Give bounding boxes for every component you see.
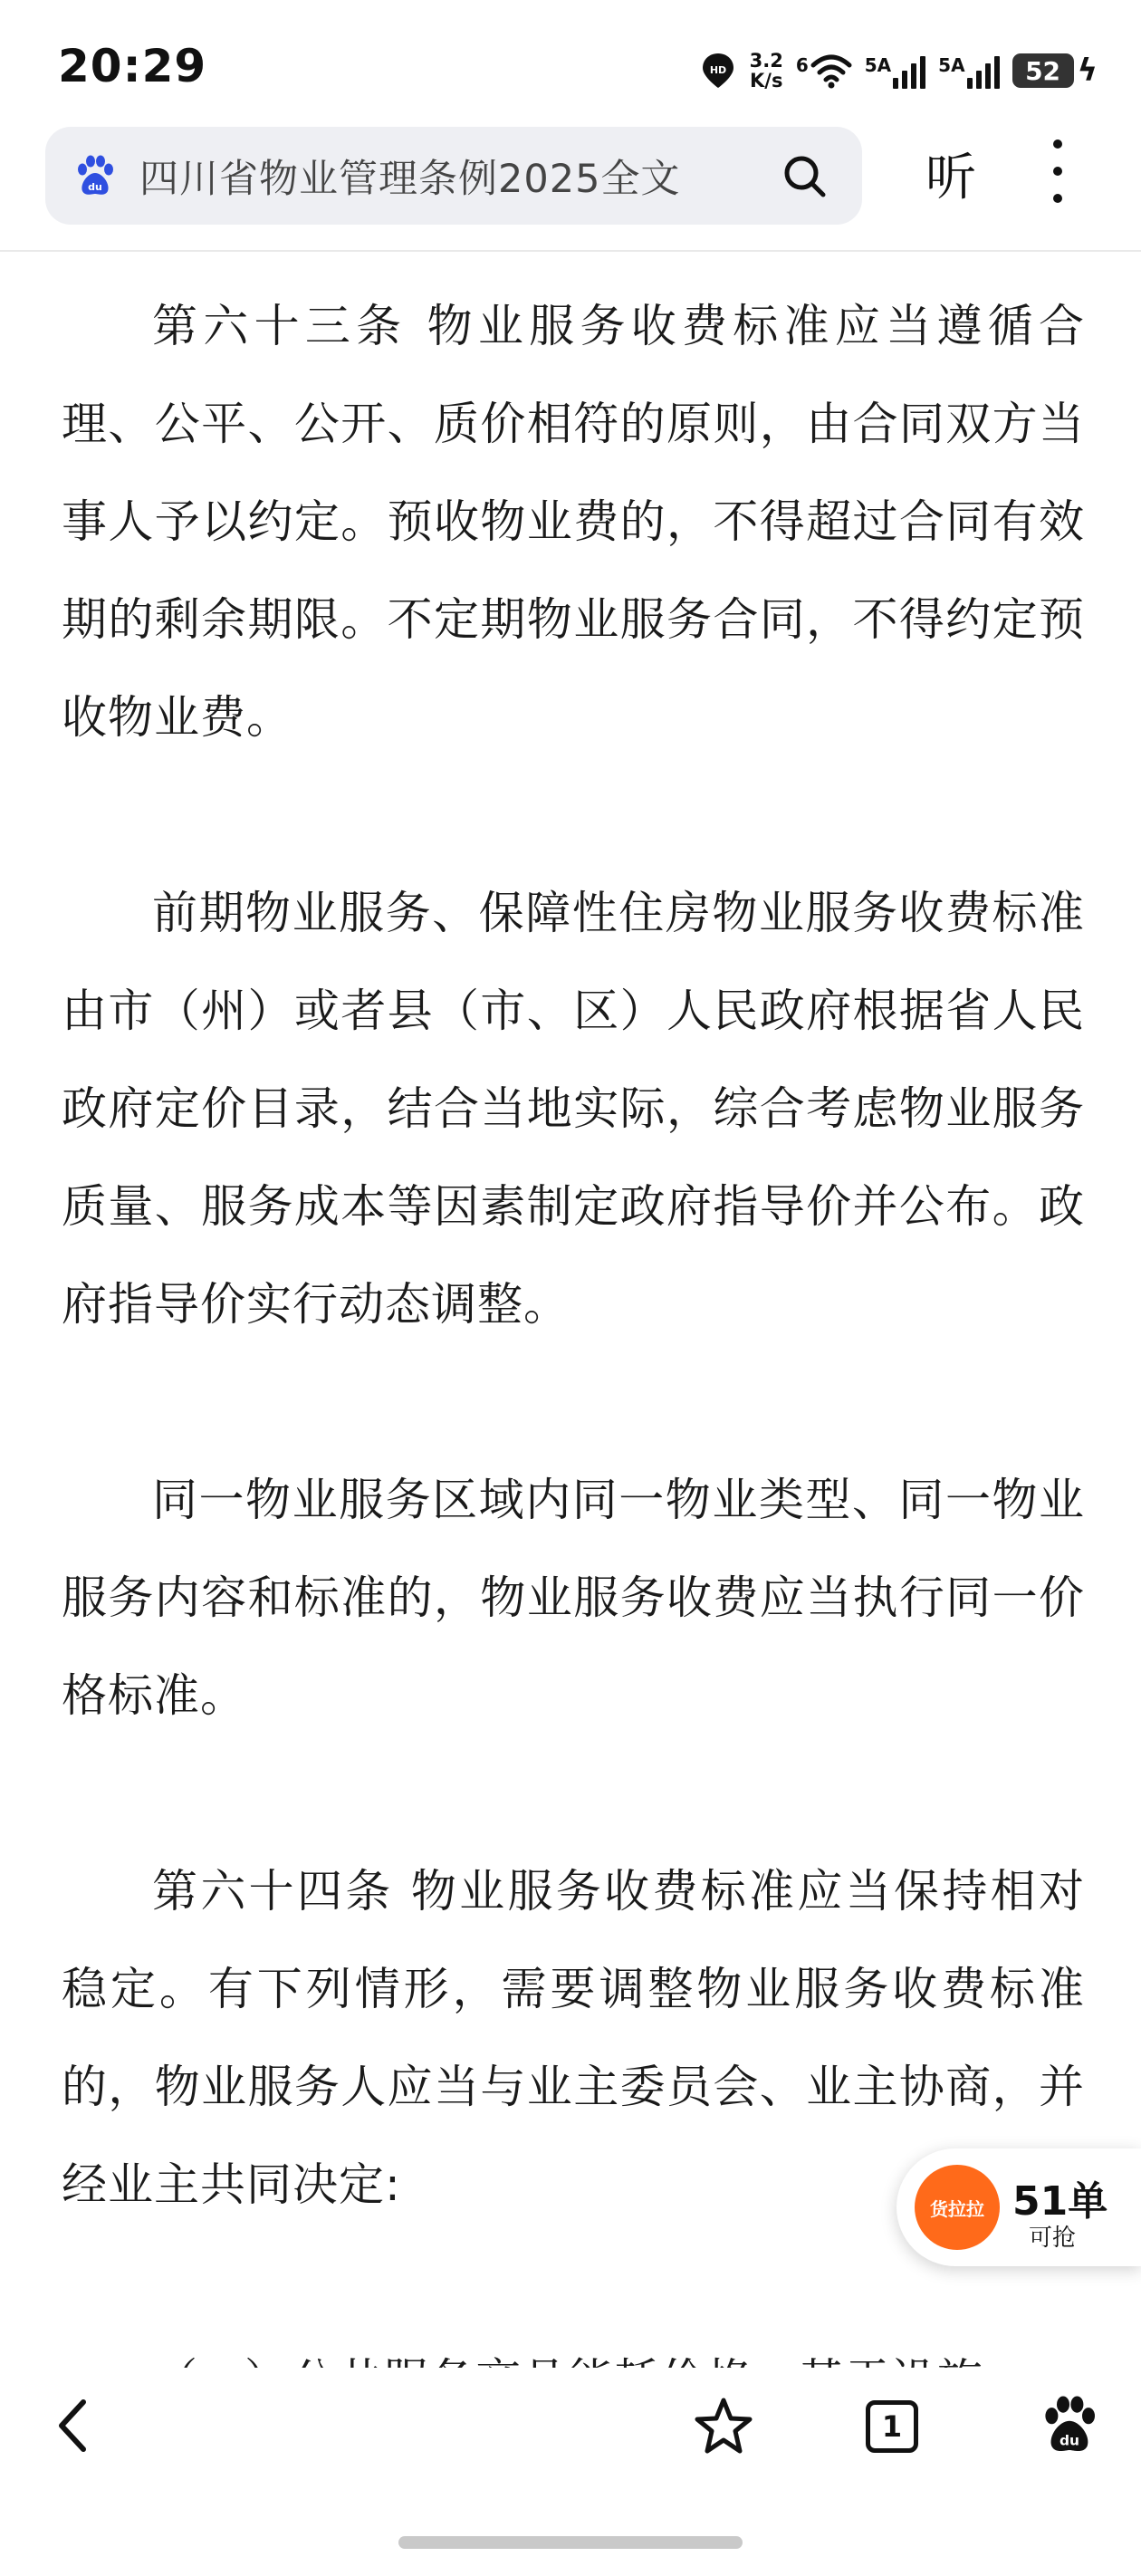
home-indicator[interactable] [398, 2536, 743, 2549]
more-menu-icon[interactable] [1047, 139, 1069, 203]
article-paragraph: 同一物业服务区域内同一物业类型、同一物业服务内容和标准的，物业服务收费应当执行同一价格标准。 [62, 1474, 1085, 1722]
charging-bolt-icon: ϟ [1077, 53, 1098, 89]
network-speed-value: 3.2 [749, 50, 783, 72]
battery-level: 52 [1012, 53, 1074, 88]
baidu-home-icon[interactable] [1038, 2393, 1101, 2456]
status-icons [699, 43, 1098, 98]
wifi-icon [810, 53, 852, 89]
signal-bars-icon [967, 53, 1000, 89]
wifi-indicator [796, 53, 852, 89]
network-speed-unit: K/s [750, 70, 783, 91]
floating-promo-widget[interactable] [896, 2148, 1141, 2266]
back-arrow-icon[interactable] [47, 2389, 101, 2462]
status-bar [0, 0, 1141, 127]
star-favorite-icon[interactable] [692, 2395, 755, 2458]
sim1-label: 5A [864, 54, 892, 76]
article-paragraph: 第六十四条 物业服务收费标准应当保持相对稳定。有下列情形，需要调整物业服务收费标准的，物业服务人应当与业主委员会、业主协商，并经业主共同决定: [62, 1865, 1085, 2211]
baidu-logo-icon [72, 153, 118, 198]
article-paragraph: 前期物业服务、保障性住房物业服务收费标准由市（州）或者县（市、区）人民政府根据省人民政府定价目录，结合当地实际，综合考虑物业服务质量、服务成本等因素制定政府指导价并公布。政府指导价实行动态调整。 [62, 887, 1085, 1331]
svg-text:du: du [88, 181, 102, 193]
promo-subtitle: 可抢 [1029, 2225, 1077, 2252]
network-speed [750, 51, 783, 91]
signal-bars-icon [893, 53, 925, 89]
listen-button[interactable]: 听 [925, 149, 976, 207]
header-divider [0, 250, 1141, 252]
article-body [62, 277, 1085, 2360]
wifi-label: 6 [795, 54, 809, 76]
tabs-count-button[interactable]: 1 [866, 2400, 918, 2453]
search-input[interactable] [45, 127, 862, 225]
promo-order-count: 51单 [1012, 2178, 1108, 2225]
hd-location-icon [699, 52, 737, 90]
sim2-label: 5A [938, 54, 965, 76]
sim1-signal [865, 53, 925, 89]
article-paragraph: 第六十三条 物业服务收费标准应当遵循合理、公平、公开、质价相符的原则，由合同双方当事人予以约定。预收物业费的，不得超过合同有效期的剩余期限。不定期物业服务合同，不得约定预收物业费。 [62, 300, 1085, 744]
bottom-navigation [0, 2368, 1141, 2485]
huolala-logo: 货拉拉 [915, 2165, 1000, 2250]
svg-text:du: du [1060, 2432, 1079, 2449]
search-query: 四川省物业管理条例2025全文 [139, 157, 681, 202]
sim2-signal [938, 53, 999, 89]
search-icon[interactable] [781, 152, 829, 201]
svg-text:HD: HD [709, 64, 726, 76]
battery-indicator [1012, 53, 1098, 89]
status-time: 20:29 [58, 40, 207, 92]
